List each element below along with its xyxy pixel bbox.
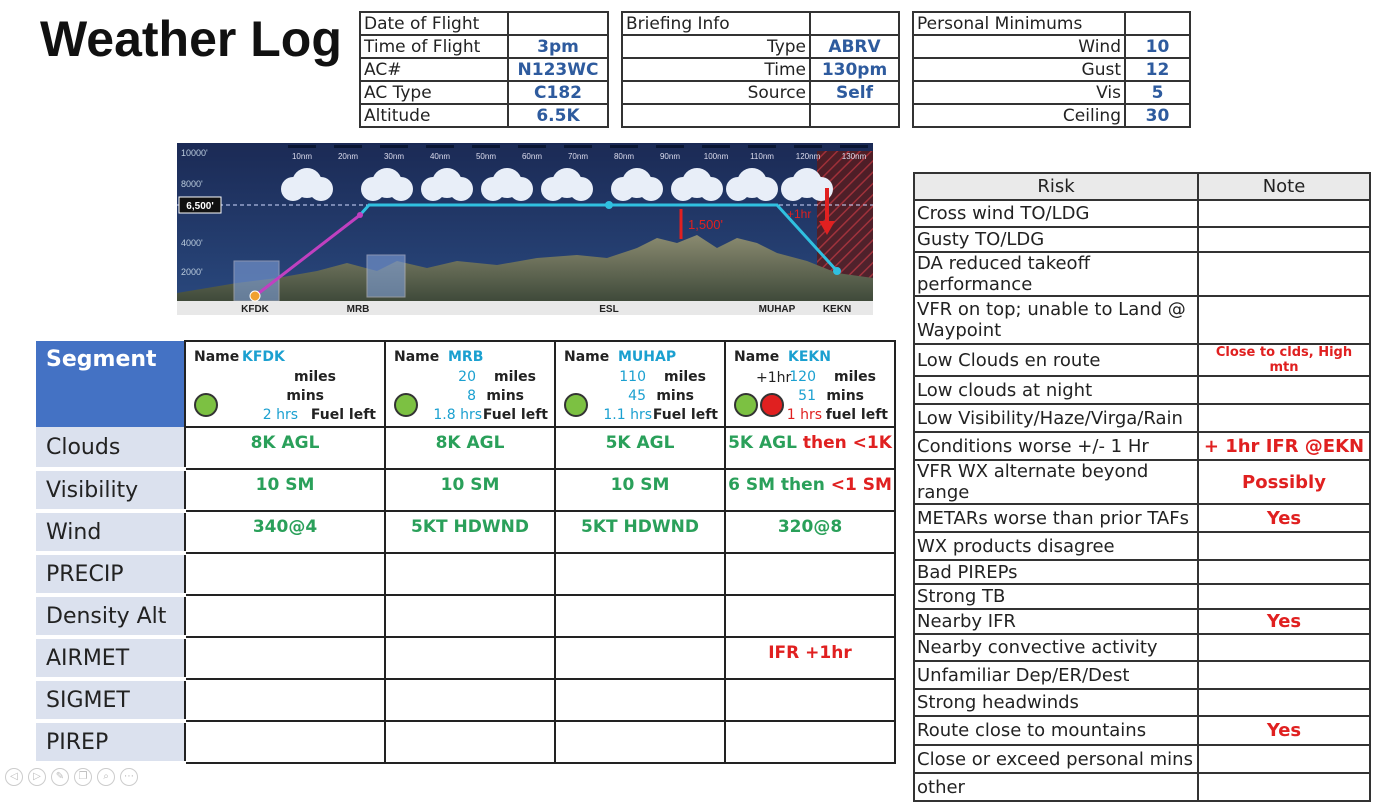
miles-label: miles	[833, 369, 876, 385]
cloud	[449, 177, 473, 201]
risk-note[interactable]	[1198, 745, 1370, 773]
cell-value: 5KT HDWND	[411, 517, 529, 537]
altitude-tick-label: 4000'	[181, 238, 203, 248]
waypoint-label: ESL	[599, 304, 619, 315]
minimums-value[interactable]: 30	[1125, 104, 1190, 127]
distance-tick	[840, 145, 868, 148]
waypoint-name: KFDK	[242, 349, 285, 365]
briefing-label: Source	[622, 81, 810, 104]
briefing-value[interactable]: ABRV	[810, 35, 899, 58]
mins-label: mins	[286, 388, 324, 404]
risk-item: Strong TB	[914, 584, 1198, 609]
risk-table	[913, 172, 1371, 802]
distance-tick-label: 40nm	[429, 152, 451, 161]
risk-item: Route close to mountains	[914, 716, 1198, 745]
fuel-label: Fuel left	[482, 407, 548, 423]
risk-item: Bad PIREPs	[914, 560, 1198, 584]
distance-tick	[334, 145, 362, 148]
distance-tick	[472, 145, 500, 148]
copy-icon[interactable]: ❐	[74, 768, 92, 786]
segment-cell[interactable]	[185, 721, 385, 763]
segment-cell[interactable]	[385, 511, 555, 553]
flight-value[interactable]: 6.5K	[508, 104, 608, 127]
miles-label: miles	[493, 369, 536, 385]
segment-header: Segment	[36, 341, 185, 427]
miles-value: 20	[458, 369, 476, 385]
row-label: Clouds	[36, 427, 185, 469]
risk-item: Gusty TO/LDG	[914, 227, 1198, 252]
minimums-label: Wind	[913, 35, 1125, 58]
cell-value: 5K AGL	[728, 433, 797, 453]
risk-note[interactable]	[1198, 661, 1370, 689]
segment-cell[interactable]	[185, 469, 385, 511]
fuel-value: 2 hrs	[262, 407, 298, 423]
risk-item: Cross wind TO/LDG	[914, 200, 1198, 227]
miles-label: miles	[293, 369, 336, 385]
distance-tick	[702, 145, 730, 148]
briefing-label: Time	[622, 58, 810, 81]
flight-value[interactable]	[508, 12, 608, 35]
flight-label: Time of Flight	[360, 35, 508, 58]
segment-cell[interactable]	[555, 637, 725, 679]
waypoint-label: MRB	[346, 304, 370, 315]
cloud	[754, 177, 778, 201]
fuel-label: Fuel left	[652, 407, 718, 423]
cloud	[639, 177, 663, 201]
segment-cell[interactable]	[555, 679, 725, 721]
minimums-table	[912, 11, 1191, 128]
flight-label: AC#	[360, 58, 508, 81]
risk-item: Nearby IFR	[914, 609, 1198, 634]
flight-label: Altitude	[360, 104, 508, 127]
cloud	[809, 177, 833, 201]
delay-label: +1hr	[787, 207, 812, 221]
minimums-value[interactable]: 5	[1125, 81, 1190, 104]
risk-item: WX products disagree	[914, 532, 1198, 560]
segment-cell[interactable]	[385, 595, 555, 637]
segment-cell[interactable]	[385, 637, 555, 679]
cloud	[389, 177, 413, 201]
briefing-value[interactable]	[810, 104, 899, 127]
waypoint-name: MUHAP	[618, 349, 677, 365]
cell-value: 10 SM	[255, 475, 315, 495]
cell-value: 5K AGL	[605, 433, 675, 453]
segment-col-head	[385, 341, 555, 427]
miles-label: miles	[663, 369, 706, 385]
waypoint-marker	[605, 201, 613, 209]
altitude-tick-label: 8000'	[181, 179, 203, 189]
segment-table	[36, 340, 896, 765]
mins-value: 45	[628, 388, 646, 404]
risk-note[interactable]	[1198, 689, 1370, 716]
status-green-icon	[734, 393, 758, 417]
fuel-value: 1 hrs	[786, 407, 822, 423]
segment-cell[interactable]	[185, 427, 385, 469]
risk-note[interactable]: + 1hr IFR @EKN	[1198, 432, 1370, 460]
delay-label: +1hr	[756, 370, 792, 386]
segment-cell[interactable]	[555, 553, 725, 595]
flight-value[interactable]: 3pm	[508, 35, 608, 58]
cloud	[509, 177, 533, 201]
risk-item: Nearby convective activity	[914, 634, 1198, 661]
briefing-label: Type	[622, 35, 810, 58]
segment-cell[interactable]	[185, 637, 385, 679]
segment-cell[interactable]	[725, 553, 895, 595]
row-label: PRECIP	[36, 553, 185, 595]
cell-value: 340@4	[252, 517, 318, 537]
briefing-header: Briefing Info	[622, 12, 810, 35]
waypoint-label: MUHAP	[758, 304, 796, 315]
risk-note[interactable]: Yes	[1198, 504, 1370, 532]
mins-label: mins	[486, 388, 524, 404]
mins-label: mins	[826, 388, 864, 404]
briefing-table	[621, 11, 900, 128]
distance-tick-label: 120nm	[795, 152, 821, 161]
distance-tick	[794, 145, 822, 148]
cloud	[309, 177, 333, 201]
cell-value: 10 SM	[610, 475, 670, 495]
segment-cell[interactable]	[555, 595, 725, 637]
cell-value: 5KT HDWND	[581, 517, 699, 537]
fuel-label: fuel left	[825, 407, 888, 423]
risk-note[interactable]: Possibly	[1198, 460, 1370, 504]
clearance-label: 1,500'	[688, 217, 724, 232]
risk-note[interactable]: Yes	[1198, 716, 1370, 745]
segment-cell[interactable]	[555, 427, 725, 469]
risk-note[interactable]	[1198, 773, 1370, 801]
distance-tick-label: 130nm	[841, 152, 867, 161]
segment-cell[interactable]	[185, 679, 385, 721]
mins-label: mins	[656, 388, 694, 404]
minimums-value[interactable]: 10	[1125, 35, 1190, 58]
fuel-value: 1.8 hrs	[433, 407, 482, 423]
flight-label: AC Type	[360, 81, 508, 104]
cruise-altitude-label: 6,500'	[186, 201, 214, 212]
briefing-header-blank	[810, 12, 899, 35]
back-icon[interactable]: ◁	[5, 768, 23, 786]
mins-value: 8	[467, 388, 476, 404]
segment-cell[interactable]	[185, 553, 385, 595]
briefing-value[interactable]: 130pm	[810, 58, 899, 81]
risk-note[interactable]	[1198, 532, 1370, 560]
risk-note[interactable]	[1198, 376, 1370, 404]
segment-cell[interactable]	[725, 469, 895, 511]
cloud	[569, 177, 593, 201]
miles-value: 110	[619, 369, 646, 385]
miles-value: 120	[789, 369, 816, 385]
segment-cell[interactable]	[725, 721, 895, 763]
row-label: Wind	[36, 511, 185, 553]
footer-toolbar	[5, 764, 143, 786]
waypoint-marker	[833, 267, 841, 275]
risk-item: VFR WX alternate beyond range	[914, 460, 1198, 504]
waypoint-marker	[250, 291, 260, 301]
risk-item: Low Clouds en route	[914, 344, 1198, 376]
status-red-icon	[760, 393, 784, 417]
cell-value: 8K AGL	[250, 433, 320, 453]
note-header: Note	[1198, 173, 1370, 200]
distance-tick	[518, 145, 546, 148]
cell-value: 320@8	[777, 517, 843, 537]
risk-item: Close or exceed personal mins	[914, 745, 1198, 773]
cell-value-extra: <1 SM	[824, 475, 892, 495]
minimums-label: Gust	[913, 58, 1125, 81]
risk-item: VFR on top; unable to Land @ Waypoint	[914, 296, 1198, 344]
distance-tick-label: 60nm	[521, 152, 543, 161]
risk-note[interactable]	[1198, 560, 1370, 584]
risk-note[interactable]	[1198, 584, 1370, 609]
cell-value: 6 SM then	[728, 475, 825, 495]
risk-item: METARs worse than prior TAFs	[914, 504, 1198, 532]
waypoint-name: MRB	[448, 349, 484, 365]
distance-tick	[426, 145, 454, 148]
risk-note[interactable]	[1198, 200, 1370, 227]
waypoint-marker	[357, 212, 363, 218]
segment-cell[interactable]	[185, 595, 385, 637]
segment-cell[interactable]	[385, 427, 555, 469]
row-label: Visibility	[36, 469, 185, 511]
risk-note[interactable]	[1198, 634, 1370, 661]
distance-tick	[288, 145, 316, 148]
segment-cell[interactable]	[725, 637, 895, 679]
risk-note[interactable]	[1198, 252, 1370, 296]
segment-col-head	[555, 341, 725, 427]
segment-cell[interactable]	[555, 469, 725, 511]
cell-value: 10 SM	[440, 475, 500, 495]
status-green-icon	[194, 393, 218, 417]
waypoint-label: KEKN	[822, 304, 852, 315]
segment-cell[interactable]	[385, 679, 555, 721]
cell-value: IFR +1hr	[768, 643, 852, 663]
row-label: Density Alt	[36, 595, 185, 637]
minimums-label: Ceiling	[913, 104, 1125, 127]
flight-label: Date of Flight	[360, 12, 508, 35]
name-label: Name	[564, 349, 610, 365]
distance-tick-label: 90nm	[659, 152, 681, 161]
status-green-icon	[394, 393, 418, 417]
distance-tick	[380, 145, 408, 148]
distance-tick	[748, 145, 776, 148]
segment-cell[interactable]	[725, 511, 895, 553]
segment-cell[interactable]	[185, 511, 385, 553]
flight-value[interactable]: C182	[508, 81, 608, 104]
segment-cell[interactable]	[385, 469, 555, 511]
risk-note[interactable]: Close to clds, High mtn	[1198, 344, 1370, 376]
cell-value: 8K AGL	[435, 433, 505, 453]
row-label: SIGMET	[36, 679, 185, 721]
cell-value-extra: then <1K	[796, 433, 892, 453]
altitude-tick-label: 2000'	[181, 267, 203, 277]
risk-item: Low clouds at night	[914, 376, 1198, 404]
risk-item: Conditions worse +/- 1 Hr	[914, 432, 1198, 460]
segment-cell[interactable]	[555, 721, 725, 763]
briefing-value[interactable]: Self	[810, 81, 899, 104]
fuel-value: 1.1 hrs	[603, 407, 652, 423]
segment-cell[interactable]	[725, 679, 895, 721]
risk-note[interactable]	[1198, 404, 1370, 432]
risk-item: Low Visibility/Haze/Virga/Rain	[914, 404, 1198, 432]
row-label: AIRMET	[36, 637, 185, 679]
minimums-header-blank	[1125, 12, 1190, 35]
zoom-icon[interactable]: ⌕	[97, 768, 115, 786]
segment-cell[interactable]	[555, 511, 725, 553]
risk-item: DA reduced takeoff performance	[914, 252, 1198, 296]
risk-item: other	[914, 773, 1198, 801]
risk-header: Risk	[914, 173, 1198, 200]
pen-icon[interactable]: ✎	[51, 768, 69, 786]
distance-tick-label: 20nm	[337, 152, 359, 161]
distance-tick-label: 70nm	[567, 152, 589, 161]
waypoint-label: KFDK	[241, 304, 269, 315]
flight-value[interactable]: N123WC	[508, 58, 608, 81]
more-icon[interactable]: ⋯	[120, 768, 138, 786]
minimums-label: Vis	[913, 81, 1125, 104]
segment-cell[interactable]	[385, 553, 555, 595]
mins-value: 51	[798, 388, 816, 404]
risk-note[interactable]: Yes	[1198, 609, 1370, 634]
risk-note[interactable]	[1198, 227, 1370, 252]
distance-tick	[610, 145, 638, 148]
page-title: Weather Log	[40, 11, 342, 67]
altitude-tick-label: 10000'	[181, 148, 208, 158]
distance-tick	[656, 145, 684, 148]
distance-tick-label: 100nm	[703, 152, 729, 161]
risk-item: Unfamiliar Dep/ER/Dest	[914, 661, 1198, 689]
flight-info-table	[359, 11, 609, 128]
distance-tick-label: 10nm	[291, 152, 313, 161]
cloud	[699, 177, 723, 201]
distance-tick	[564, 145, 592, 148]
name-label: Name	[734, 349, 780, 365]
distance-tick-label: 80nm	[613, 152, 635, 161]
airspace-box	[367, 255, 405, 297]
fuel-label: Fuel left	[310, 407, 376, 423]
minimums-value[interactable]: 12	[1125, 58, 1190, 81]
risk-note[interactable]	[1198, 296, 1370, 344]
distance-tick-label: 50nm	[475, 152, 497, 161]
status-green-icon	[564, 393, 588, 417]
forward-icon[interactable]: ▷	[28, 768, 46, 786]
name-label: Name	[394, 349, 440, 365]
route-profile	[177, 143, 873, 315]
segment-cell[interactable]	[725, 595, 895, 637]
distance-tick-label: 110nm	[750, 152, 774, 161]
risk-item: Strong headwinds	[914, 689, 1198, 716]
segment-cell[interactable]	[725, 427, 895, 469]
row-label: PIREP	[36, 721, 185, 763]
distance-tick-label: 30nm	[383, 152, 405, 161]
briefing-label	[622, 104, 810, 127]
segment-col-head	[185, 341, 385, 427]
name-label: Name	[194, 349, 240, 365]
minimums-header: Personal Minimums	[913, 12, 1125, 35]
segment-cell[interactable]	[385, 721, 555, 763]
waypoint-name: KEKN	[788, 349, 831, 365]
segment-col-head	[725, 341, 895, 427]
